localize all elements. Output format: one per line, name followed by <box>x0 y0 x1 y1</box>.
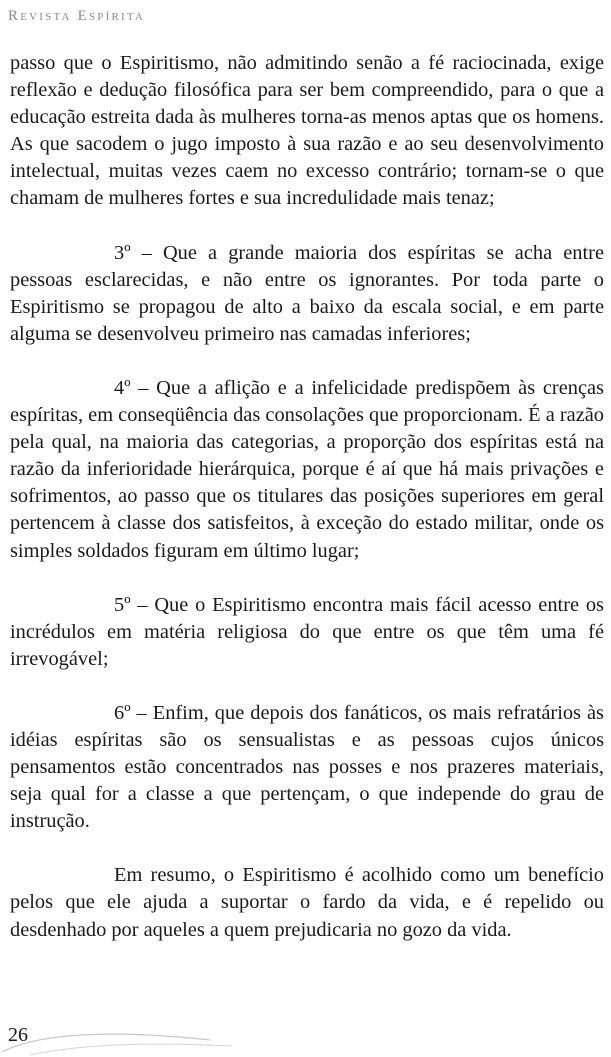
running-head-title: Revista Espírita <box>8 8 146 24</box>
paragraph-item-3: 3º – Que a grande maioria dos espíritas se acha entre pessoas esclarecidas, e não entre os ignorantes. Por toda parte o Espiritismo se propagou de alto a baixo da escala social, e em parte alguma se desenvolveu primeiro nas camadas inferiores; <box>10 241 604 345</box>
paragraph-summary: Em resumo, o Espiritismo é acolhido como um benefício pelos que ele ajuda a suportar o fardo da vida, e é repelido ou desdenhado por aqueles a quem prejudicaria no gozo da vida. <box>10 864 604 941</box>
page-number: 26 <box>8 1024 28 1046</box>
paragraph-continuation: passo que o Espiritismo, não admitindo senão a fé raciocinada, exige reflexão e dedução filosófica para ser bem compreendido, para o que a educação estreita dada às mulheres torna-as menos aptas que os homens. As que sacodem o jugo imposto à sua razão e ao seu desenvolvimento intelectual, muitas vezes caem no excesso contrário; tornam-se o que chamam de mulheres fortes e sua incredulidade mais tenaz; <box>10 52 604 210</box>
page-body <box>10 50 604 944</box>
paragraph-item-6: 6º – Enfim, que depois dos fanáticos, os mais refratários às idéias espíritas são os sensualistas e as pessoas cujos únicos pensamentos estão concentrados nas posses e nos prazeres materiais, seja qual for a classe a que pertençam, o que independe do grau de instrução. <box>10 701 604 833</box>
decorative-swoosh-ornament <box>0 1022 240 1057</box>
paragraph-item-4: 4º – Que a aflição e a infelicidade predispõem às crenças espíritas, em conseqüência das consolações que proporcionam. É a razão pela qual, na maioria das categorias, a proporção dos espíritas está na razão da inferioridade hierárquica, porque é aí que há mais privações e sofrimentos, ao passo que os titulares das posições superiores em geral pertencem à classe dos satisfeitos, à exceção do estado militar, onde os simples soldados figuram em último lugar; <box>10 376 604 562</box>
paragraph-item-5: 5º – Que o Espiritismo encontra mais fácil acesso entre os incrédulos em matéria religiosa do que entre os que têm uma fé irrevogável; <box>10 593 604 670</box>
